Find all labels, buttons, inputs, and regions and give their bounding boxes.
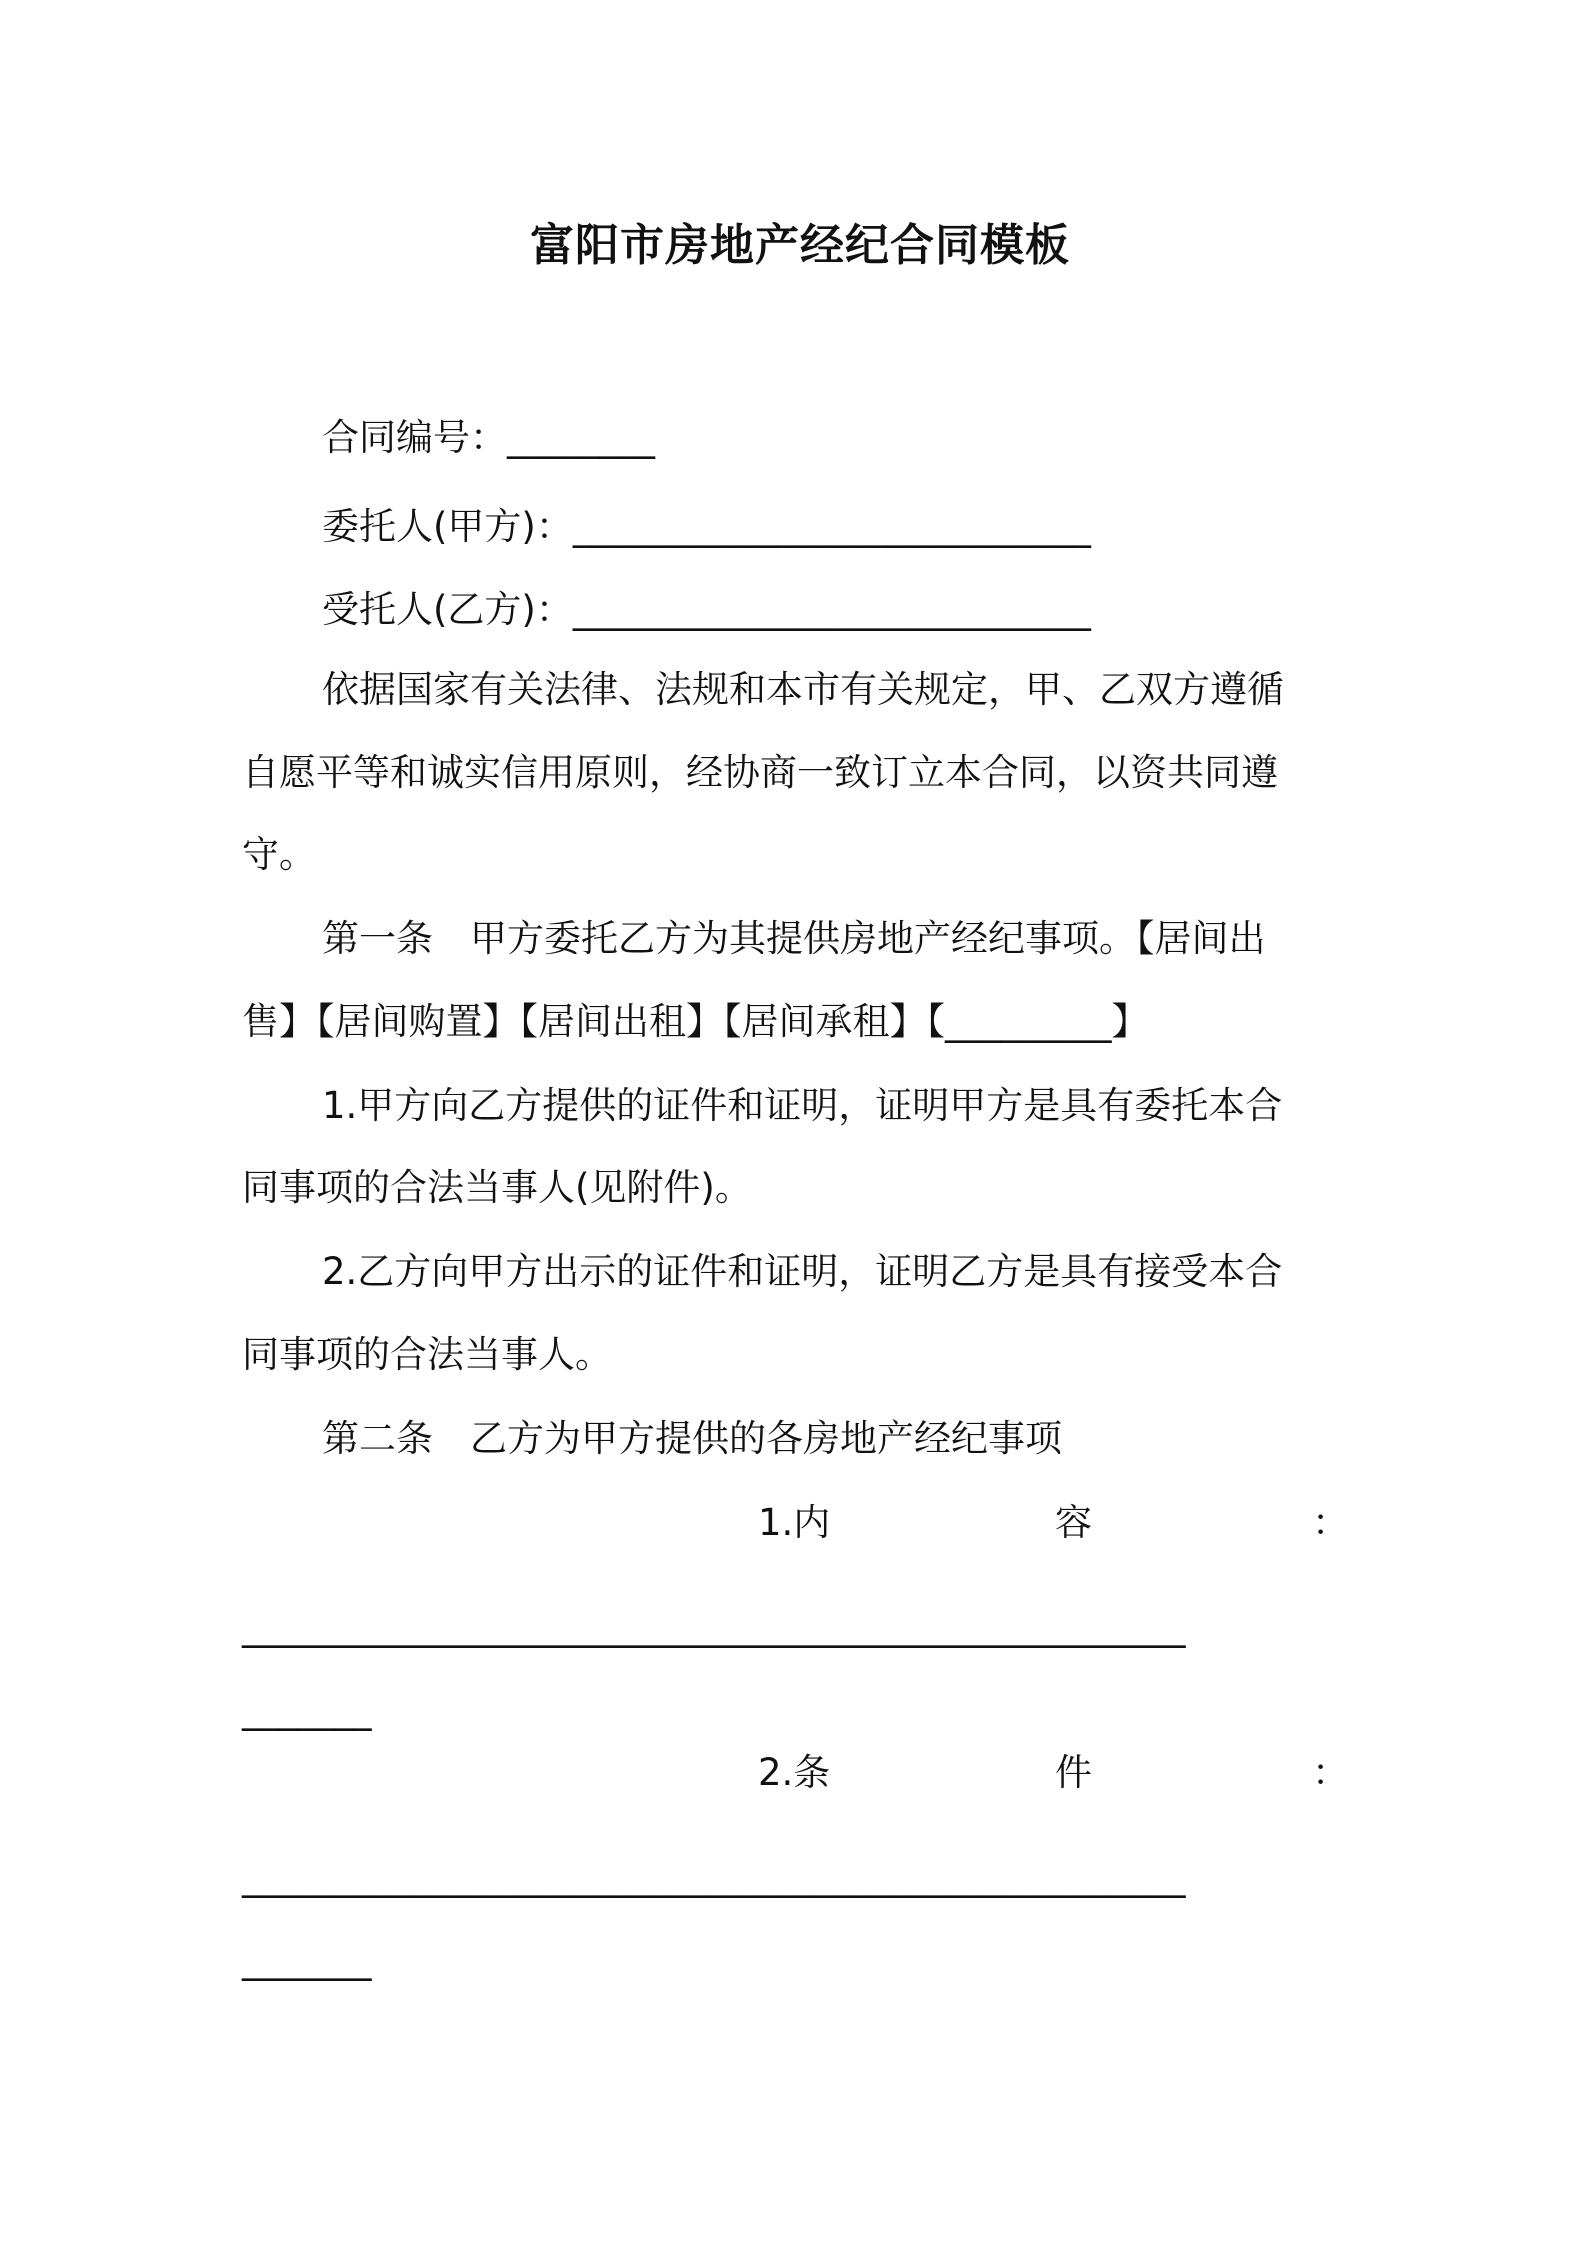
content-label-end: 容 xyxy=(1055,1501,1092,1544)
item-1-line-2: 同事项的合法当事人(见附件)。 xyxy=(242,1166,752,1209)
item-2-line-2: 同事项的合法当事人。 xyxy=(242,1333,612,1376)
party-a-line: 委托人(甲方)：____________________________ xyxy=(322,505,1091,548)
item-1-line-1: 1.甲方向乙方提供的证件和证明，证明甲方是具有委托本合 xyxy=(322,1084,1283,1127)
article-1-line-1: 第一条 甲方委托乙方为其提供房地产经纪事项。【居间出 xyxy=(322,917,1266,960)
party-b-line: 受托人(乙方)：____________________________ xyxy=(322,588,1091,631)
document-title: 富阳市房地产经纪合同模板 xyxy=(530,220,1070,271)
condition-colon: ： xyxy=(1312,1751,1349,1794)
item-2-line-1: 2.乙方向甲方出示的证件和证明，证明乙方是具有接受本合 xyxy=(322,1250,1283,1293)
condition-label-start: 2.条 xyxy=(758,1751,831,1794)
condition-label-end: 件 xyxy=(1055,1751,1092,1794)
intro-line-3: 守。 xyxy=(242,833,316,876)
intro-line-1: 依据国家有关法律、法规和本市有关规定，甲、乙双方遵循 xyxy=(322,668,1284,711)
content-colon: ： xyxy=(1312,1501,1349,1544)
condition-blank-line-2: _______ xyxy=(242,1938,372,1981)
condition-field-row xyxy=(242,1748,1352,1798)
intro-line-2: 自愿平等和诚实信用原则，经协商一致订立本合同，以资共同遵 xyxy=(242,751,1278,794)
article-1-line-2: 售】【居间购置】【居间出租】【居间承租】【_________】 xyxy=(242,1000,1149,1043)
condition-blank-line-1: ___________________________________________________ xyxy=(242,1855,1186,1898)
contract-number-line: 合同编号：________ xyxy=(322,416,655,459)
content-blank-line-1: ___________________________________________________ xyxy=(242,1605,1186,1648)
content-blank-line-2: _______ xyxy=(242,1688,372,1731)
article-2-heading: 第二条 乙方为甲方提供的各房地产经纪事项 xyxy=(322,1417,1062,1460)
content-field-row xyxy=(242,1498,1352,1548)
content-label-start: 1.内 xyxy=(758,1501,831,1544)
